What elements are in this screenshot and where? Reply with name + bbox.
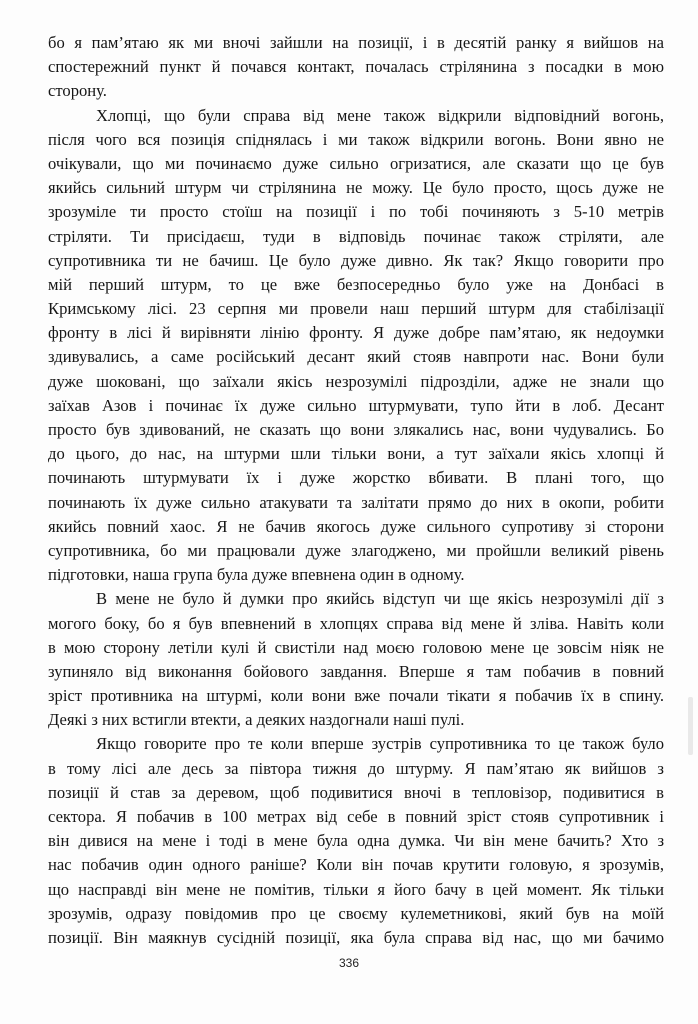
paragraph <box>48 587 664 732</box>
text-line: підготовки, наша група була дуже впевнена один в одному. <box>48 565 465 585</box>
text-line: зупиняло від виконання бойового завдання. Вперше я там побачив в повний <box>48 661 664 681</box>
text-line: якийсь повний хаос. Я не бачив якогось дуже сильного супротиву зі сторони <box>48 516 664 536</box>
text-line: дуже шоковані, що заїхали якісь незрозумілі підрозділи, адже не знали що <box>48 371 664 391</box>
text-line: сектора. Я побачив в 100 метрах від себе в повний зріст стояв супротивник і <box>48 807 664 826</box>
text-line: Хлопці, що були справа від мене також відкрили відповідний вогонь, <box>96 105 664 125</box>
text-line: в тому лісі але десь за півтора тижня до штурму. Я пам’ятаю як вийшов з <box>48 758 664 778</box>
text-line: стріляти. Ти присідаєш, туди в відповідь починає також стріляти, але <box>48 226 664 246</box>
text-line: нас побачив один одного раніше? Коли він почав крутити головую, я зрозумів, <box>48 855 664 875</box>
text-line: сторону. <box>48 81 107 101</box>
paragraph <box>48 104 664 588</box>
text-line: супротивника, бо ми працювали дуже злагоджено, ми пройшли великий рівень <box>48 540 664 560</box>
text-line: він дивися на мене і тоді в мене була одна думка. Чи він мене бачить? Хто з <box>48 831 664 851</box>
body-text <box>48 31 664 950</box>
text-line: фронту в лісі й вирівняти лінію фронту. Я дуже добре пам’ятаю, як недоумки <box>48 323 664 343</box>
text-line: просто був здивований, не сказать що вони злякались нас, вони чудувались. Бо <box>48 420 664 439</box>
scroll-edge-bar <box>688 697 693 755</box>
text-line: починають штурмувати їх і дуже жорстко вбивати. В плані того, що <box>48 468 664 488</box>
text-line: бо я пам’ятаю як ми вночі зайшли на позиції, і в десятій ранку я вийшов на <box>48 33 664 52</box>
text-line: супротивника ти не бачиш. Це було дуже дивно. Як так? Якщо говорити про <box>48 250 664 270</box>
text-line: Деякі з них встигли втекти, а деяких наздогнали наші пулі. <box>48 710 465 730</box>
paragraph <box>48 732 664 950</box>
text-line: після чого вся позиція спіднялась і ми також відкрили вогонь. Вони явно не <box>48 129 664 149</box>
text-line: в мою сторону летіли кулі й свистіли над моєю головою мене це зовсім ніяк не <box>48 637 664 657</box>
text-line: якийсь сильний штурм чи стрілянина не можу. Це було просто, щось дуже не <box>48 178 664 198</box>
text-line: що насправді він мене не помітив, тільки я його бачу в цей момент. Як тільки <box>48 879 664 899</box>
text-line: здивувались, а саме російський десант який стояв навпроти нас. Вони були <box>48 347 664 367</box>
text-line: заїхав Азов і починає їх дуже сильно штурмувати, тупо йти в лоб. Десант <box>48 395 664 415</box>
text-line: зріст противника на штурмі, коли вони вже почали тікати я побачив їх в спину. <box>48 686 664 706</box>
text-line: Якщо говорите про те коли вперше зустрів супротивника то це також було <box>96 734 664 754</box>
text-line: могого боку, бо я був впевнений в хлопцях справа від мене й зліва. Навіть коли <box>48 613 664 633</box>
text-line: до цього, до нас, на штурми шли тільки вони, а тут заїхали якісь хлопці й <box>48 444 664 464</box>
text-line: спостережний пункт й почався контакт, почалась стрілянина з посадки в мою <box>48 57 664 77</box>
text-line: очікували, що ми починаємо дуже сильно огризатися, але сказати що це був <box>48 153 664 173</box>
text-line: зрозумів, одразу повідомив про це своєму кулеметникові, який був на моїй <box>48 903 664 923</box>
text-line: зрозуміле ти просто стоїш на позиції і по тобі починяють з 5-10 метрів <box>48 202 664 222</box>
text-line: позиції й став за деревом, щоб подивитися вночі в тепловізор, подивитися в <box>48 782 664 802</box>
text-line: позиції. Він маякнув сусідній позиції, яка була справа від нас, що ми бачимо <box>48 927 664 947</box>
text-line: Кримському лісі. 23 серпня ми провели наш перший штурм для стабілізації <box>48 299 664 319</box>
text-line: починають їх дуже сильно атакувати та залітати прямо до них в окопи, робити <box>48 492 664 512</box>
text-line: мій перший штурм, то це вже безпосередньо було уже на Донбасі в <box>48 274 664 294</box>
paragraph <box>48 31 664 104</box>
page-number: 336 <box>338 956 360 970</box>
text-line: В мене не було й думки про якийсь відступ чи ще якісь незрозумілі дії з <box>96 589 664 609</box>
